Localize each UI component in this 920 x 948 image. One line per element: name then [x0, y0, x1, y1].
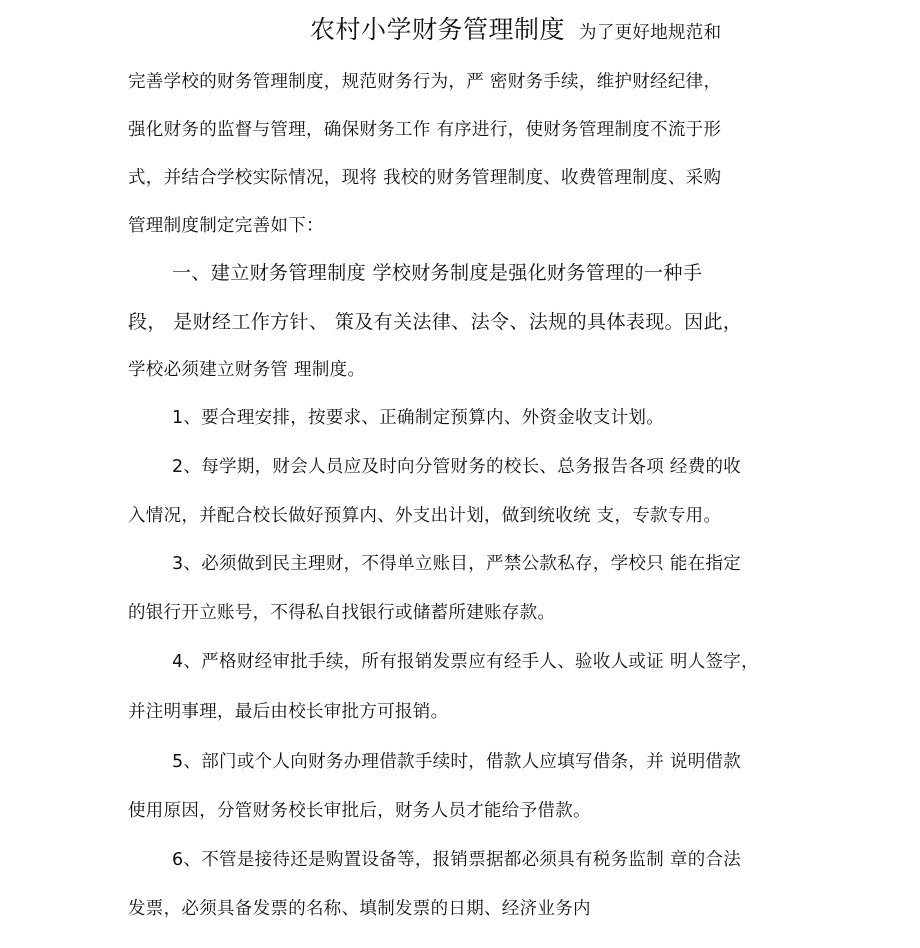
paragraph-line: 式，并结合学校实际情况，现将 我校的财务管理制度、收费管理制度、采购: [128, 168, 722, 188]
paragraph-line: 的银行开立账号，不得私自找银行或储蓄所建账存款。: [128, 603, 556, 623]
paragraph-line: 段， 是财经工作方针、 策及有关法律、法令、法规的具体表现。因此，: [128, 311, 743, 333]
list-item-6: 6、不管是接待还是购置设备等，报销票据都必须具有税务监制 章的合法: [172, 850, 742, 870]
paragraph-line: 完善学校的财务管理制度，规范财务行为，严 密财务手续，维护财经纪律，: [128, 72, 722, 92]
document-title: 农村小学财务管理制度: [310, 15, 566, 44]
section-heading-line: 一、建立财务管理制度 学校财务制度是强化财务管理的一种手: [172, 262, 703, 284]
paragraph-line: 发票，必须具备发票的名称、填制发票的日期、经济业务内: [128, 899, 591, 919]
paragraph-line: 使用原因，分管财务校长审批后，财务人员才能给予借款。: [128, 801, 591, 821]
paragraph-line: 并注明事理，最后由校长审批方可报销。: [128, 702, 449, 722]
intro-text-start: 为了更好地规范和: [579, 23, 722, 43]
list-item-1: 1、要合理安排，按要求、正确制定预算内、外资金收支计划。: [172, 408, 665, 428]
list-item-5: 5、部门或个人向财务办理借款手续时，借款人应填写借条，并 说明借款: [172, 752, 742, 772]
paragraph-line: 管理制度制定完善如下：: [128, 216, 324, 236]
list-item-2: 2、每学期，财会人员应及时向分管财务的校长、总务报告各项 经费的收: [172, 457, 742, 477]
title-line: [310, 14, 721, 49]
paragraph-line: 入情况，并配合校长做好预算内、外支出计划，做到统收统 支，专款专用。: [128, 506, 722, 526]
list-item-3: 3、必须做到民主理财，不得单立账目，严禁公款私存，学校只 能在指定: [172, 554, 742, 574]
paragraph-line: 强化财务的监督与管理，确保财务工作 有序进行，使财务管理制度不流于形: [128, 120, 722, 140]
paragraph-line: 学校必须建立财务管 理制度。: [128, 360, 366, 380]
list-item-4: 4、严格财经审批手续，所有报销发票应有经手人、验收人或证 明人签字，: [172, 652, 759, 672]
